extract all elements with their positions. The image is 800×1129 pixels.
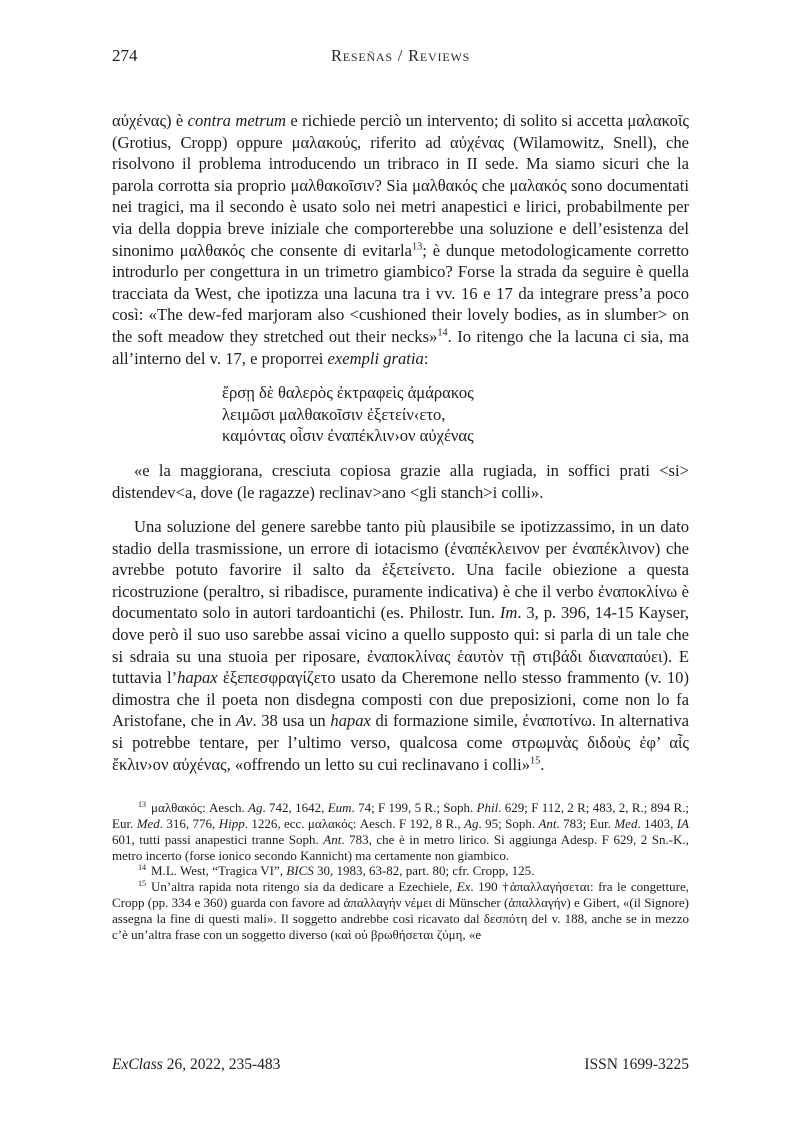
- journal-citation: ExClass 26, 2022, 235-483: [112, 1056, 281, 1073]
- footnote-text: Un’altra rapida nota ritengo sia da dedicare a Ezechiele, Ex. 190 †ἀπαλλαγήσεται: fra le congetture, Cropp (pp. 334 e 360) guarda con favore ad ἀπαλλαγήν νέμει di Münscher (ἀπαλλαγήν) e Gibert, «(il Signore) assegna la fine di questi mali». Il soggetto andrebbe così ricavato dal δεσπότη del v. 188, anche se in mezzo c’è un’altra frase con un soggetto diverso (καὶ οὐ βρωθήσεται ζύμη, «e: [112, 879, 689, 942]
- footnote-text: M.L. West, “Tragica VI”, BICS 30, 1983, 63-82, part. 80; cfr. Cropp, 125.: [151, 863, 535, 879]
- body-paragraph-1: αὐχένας) è contra metrum e richiede perciò un intervento; di solito si accetta μαλακοῖς (Grotius, Cropp) oppure μαλακούς, riferito ad αὐχένας (Wilamowitz, Snell), che risolvono il problema introducendo un tribraco in II sede. Ma siamo sicuri che la parola corrotta sia proprio μαλθακοῖσιν? Sia μαλθακός che μαλακός sono documentati nei tragici, ma il secondo è usato solo nei metri anapestici e lirici, probabilmente per via della doppia breve iniziale che comporterebbe una soluzione e dell’esistenza del sinonimo μαλθακός che consente di evitarla$^{13}$; è dunque metodologicamente corretto introdurlo per congettura in un trimetro giambico? Forse la strada da seguire è quella tracciata da West, che ipotizza una lacuna tra i vv. 16 e 17 da integrare press’a poco così: «The dew-fed marjoram also <cushioned their lovely bodies, as in slumber> on the soft meadow they stretched out their necks»$^{14}$. Io ritengo che la lacuna ci sia, ma all’interno del v. 17, e proporrei exempli gratia:: [112, 111, 689, 368]
- footnote-13: [112, 800, 689, 863]
- translation-paragraph: «e la maggiorana, cresciuta copiosa grazie alla rugiada, in soffici prati <si> distendev<a, dove (le ragazze) reclinav>ano <gli stanch>i colli».: [112, 460, 689, 502]
- footnote-number: 13: [138, 799, 147, 809]
- footnote-number: 14: [138, 863, 147, 873]
- body-paragraph-2: Una soluzione del genere sarebbe tanto più plausibile se ipotizzassimo, in un dato stadio della trasmissione, un errore di iotacismo (ἐναπέκλεινον per ἐναπέκλινον) che avrebbe potuto favorire il salto da ἐξετείνετο. Una facile obiezione a questa ricostruzione (peraltro, si ribadisce, puramente indicativa) è che il verbo ἐναποκλίνω è documentato solo in autori tardoantichi (es. Philostr. Iun. Im. 3, p. 396, 14-15 Kayser, dove però il suo uso sarebbe assai vicino a quello supposto qui: si parla di un tale che si sdraia su una stuoia per riposare, ἐναποκλίνας ἑαυτὸν τῇ στιβάδι διαναπαύει). E tuttavia l’hapax ἐξεπεσφραγίζετο usato da Cheremone nello stesso frammento (v. 10) dimostra che il poeta non disdegna composti con due preposizioni, come non lo fa Aristofane, che in Av. 38 usa un hapax di formazione simile, ἐναποτίνω. In alternativa si potrebbe tentare, per l’ultimo verso, qualcosa come στρωμνὰς διδοὺς ἐφ’ αἷς ἔκλιν›ον αὐχένας, «offrendo un letto su cui reclinavano i colli»$^{15}$.: [112, 517, 689, 774]
- page-footer: [112, 1056, 689, 1074]
- verse-line: λειμῶσι μαλθακοῖσιν ἐξετείν‹ετο,: [222, 404, 446, 424]
- footnote-15: [112, 879, 689, 942]
- issn: ISSN 1699-3225: [584, 1056, 689, 1073]
- review-body: [112, 110, 689, 942]
- footnote-text: μαλθακός: Aesch. Ag. 742, 1642, Eum. 74; F 199, 5 R.; Soph. Phil. 629; F 112, 2 R; 483, 2, R.; 894 R.; Eur. Med. 316, 776, Hipp. 1226, ecc. μαλακός: Aesch. F 192, 8 R., Ag. 95; Soph. Ant. 783; Eur. Med. 1403, IA 601, tutti passi anapestici tranne Soph. Ant. 783, che è in metro lirico. Si aggiunga Adesp. F 629, 2 Sn.-K., metro incerto (forse ionico secondo Kannicht) ma certamente non giambico.: [112, 800, 690, 863]
- page-number: 274: [112, 46, 138, 65]
- footnote-number: 15: [138, 878, 147, 888]
- verse-line: καμόντας οἷσιν ἐναπέκλιν›ον αὐχένας: [222, 426, 474, 446]
- footnotes-section: [112, 800, 689, 942]
- page-header: [112, 0, 689, 69]
- greek-verse-block: [222, 382, 689, 447]
- footnote-14: [112, 863, 689, 879]
- verse-line: ἔρσῃ δὲ θαλερὸς ἐκτραφεὶς ἀμάρακος: [222, 383, 474, 403]
- running-head: Reseñas / Reviews: [330, 46, 471, 65]
